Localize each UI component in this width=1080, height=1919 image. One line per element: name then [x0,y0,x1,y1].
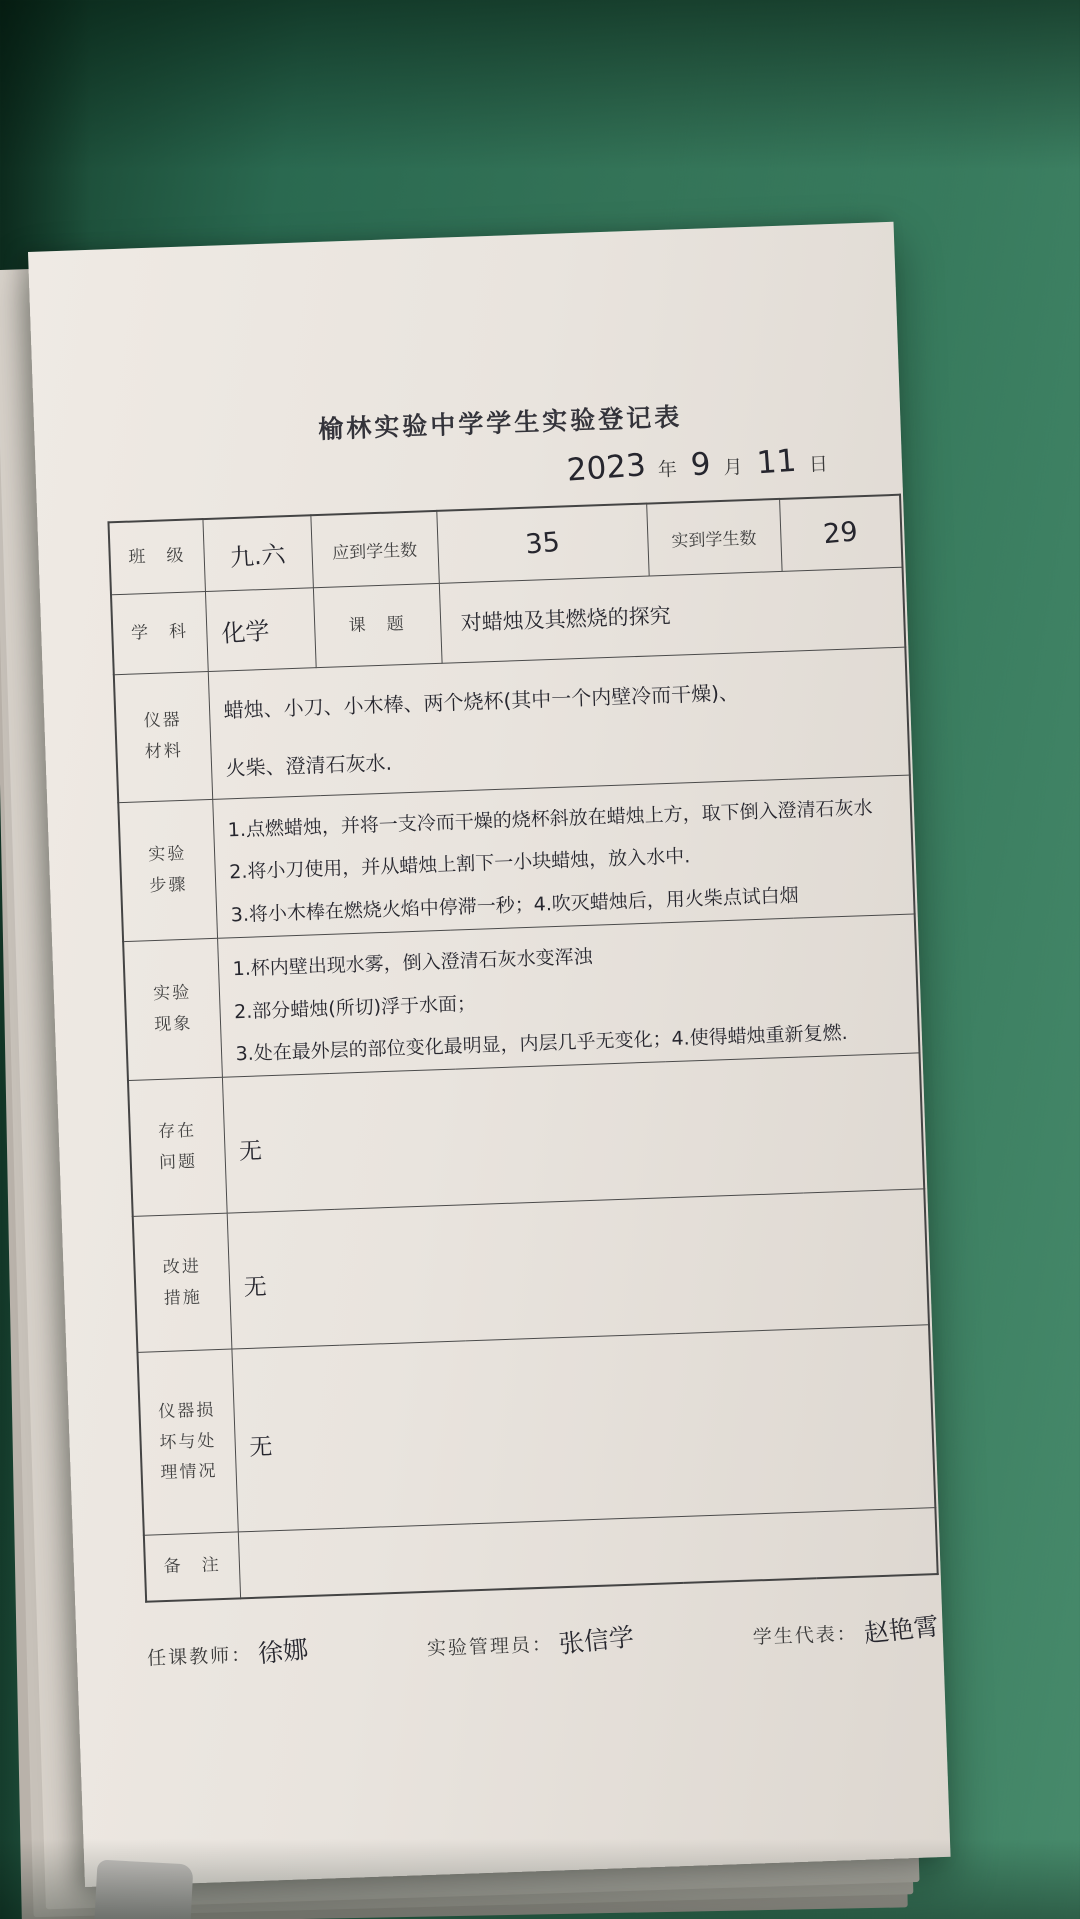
damage-label-cell [137,1349,237,1535]
damage-label: 仪器损坏与处理情况 [157,1400,218,1483]
class-value: 九.六 [229,540,287,572]
improvements-value: 无 [243,1274,268,1302]
signature-row [146,1609,939,1673]
improvements-label-cell [133,1213,232,1352]
expected-students-value: 35 [524,526,561,561]
subject-value-cell [205,587,316,671]
student-signature [752,1609,939,1651]
expected-students-label: 应到学生数 [331,540,418,563]
date-month-label: 月 [723,457,745,479]
improvements-value-cell [227,1189,929,1349]
actual-students-label: 实到学生数 [671,528,757,551]
date-year-label: 年 [657,459,680,482]
topic-value: 对蜡烛及其燃烧的探究 [460,603,672,636]
student-label: 学生代表： [752,1623,859,1649]
student-name: 赵艳霄 [862,1611,941,1648]
damage-value: 无 [248,1433,273,1461]
subject-value: 化学 [220,616,270,648]
class-label-cell [108,519,204,594]
table-row-damage [137,1325,935,1536]
experiment-form-paper [28,222,951,1887]
materials-value: 蜡烛、小刀、小木棒、两个烧杯(其中一个内壁冷而干燥)、 火柴、澄清石灰水. [223,680,740,781]
materials-label-cell [114,671,212,802]
class-label: 班 级 [128,545,186,567]
steps-label: 实验步骤 [148,843,188,895]
problems-label: 存在问题 [157,1120,198,1172]
steps-value: 1.点燃蜡烛，并将一支冷而干燥的烧杯斜放在蜡烛上方，取下倒入澄清石灰水 2.将小刀使用，并从蜡烛上割下一小块蜡烛，放入水中. 3.将小木棒在燃烧火焰中停滞一秒；4.吹灭蜡烛后，用火柴点试白烟 [227,796,873,927]
experiment-form-table [107,494,938,1603]
remarks-label: 备 注 [163,1555,222,1577]
actual-students-label-cell [646,499,781,576]
topic-label-cell [313,583,442,667]
desk-top-shadow [0,0,1080,170]
steps-value-cell [212,775,914,939]
topic-label: 课 题 [348,613,407,635]
subject-label: 学 科 [130,621,189,643]
table-row-improvements [133,1189,929,1353]
expected-students-label-cell [310,511,438,587]
date-day-value: 11 [755,442,798,482]
form-title: 榆林实验中学学生实验登记表 [317,403,683,444]
class-value-cell [202,515,312,591]
manager-label: 实验管理员： [426,1634,554,1660]
materials-value-cell [208,647,910,799]
remarks-label-cell [144,1532,240,1601]
problems-value: 无 [238,1138,263,1166]
actual-students-value-cell [779,495,902,571]
teacher-label: 任课教师： [146,1644,253,1670]
teacher-signature [146,1631,308,1673]
date-day-label: 日 [808,454,831,476]
date-month-value: 9 [690,445,713,484]
date-year-value: 2023 [565,447,647,489]
subject-label-cell [111,591,208,674]
manager-name: 张信学 [557,1621,636,1659]
phenomena-value-cell [217,914,919,1078]
actual-students-value: 29 [822,516,860,551]
table-row-phenomena [123,914,919,1081]
table-row-steps [118,775,914,942]
phenomena-label: 实验现象 [152,983,193,1034]
problems-value-cell [222,1053,924,1213]
materials-label: 仪器材料 [143,710,184,762]
phenomena-label-cell [123,938,222,1080]
steps-label-cell [118,799,217,941]
phenomena-value: 1.杯内壁出现水雾，倒入澄清石灰水变浑浊 2.部分蜡烛(所切)浮于水面； 3.处在最外层的部位变化最明显，内层几乎无变化；4.使得蜡烛重新复燃. [232,945,848,1066]
gray-object-under-desk [94,1860,193,1919]
improvements-label: 改进措施 [162,1256,203,1308]
teacher-name: 徐娜 [256,1633,310,1668]
damage-value-cell [231,1325,935,1532]
manager-signature [426,1619,634,1662]
table-row-problems [128,1053,924,1217]
expected-students-value-cell [436,504,648,583]
problems-label-cell [128,1077,227,1216]
